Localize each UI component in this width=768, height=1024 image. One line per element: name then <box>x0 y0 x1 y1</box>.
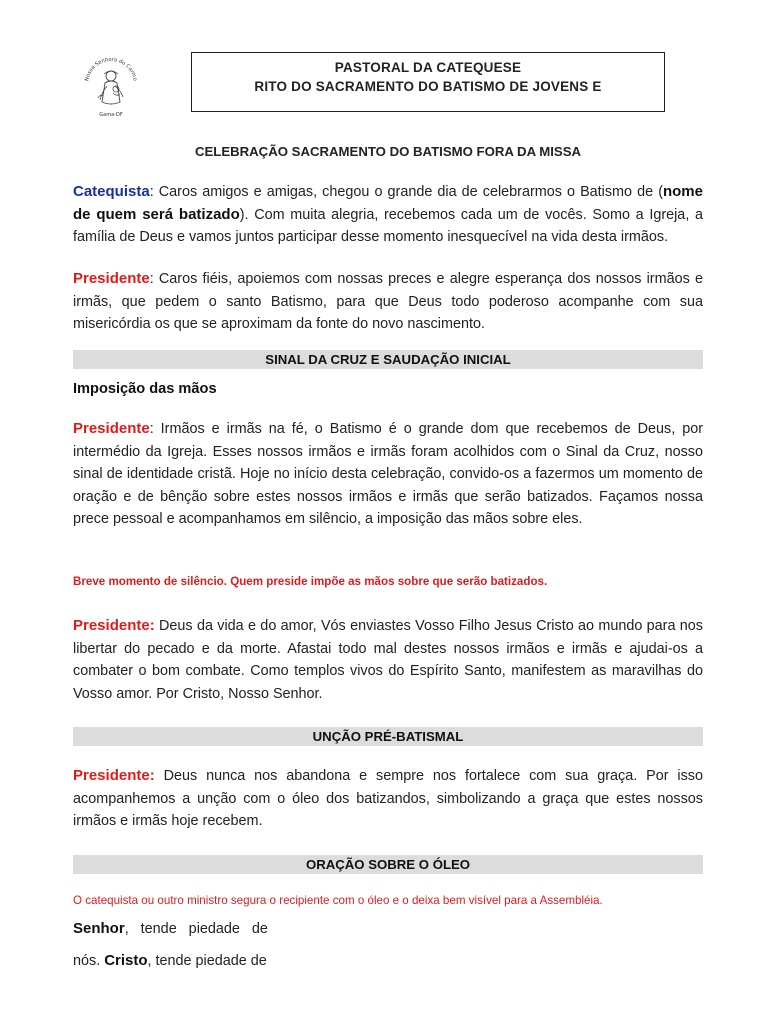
litany-text: , tende piedade de <box>147 953 267 969</box>
subtitle-imposicao: Imposição das mãos <box>73 381 217 397</box>
paragraph-text: : Irmãos e irmãs na fé, o Batismo é o grande dom que recebemos de Deus, por intermédio da Igreja. Esses nossos irmãos e irmãs foram acolhidos com o Sinal da Cruz, nosso sinal de identidade cristã. Hoje no início desta celebração, convido-os a fazermos um momento de oração e de bênção sobre estes nossos irmãos e irmãs que serão batizados. Façamos nossa prece pessoal e acompanhamos em silêncio, a imposição das mãos sobre eles. <box>73 421 703 527</box>
header-line-2: RITO DO SACRAMENTO DO BATISMO DE JOVENS E <box>254 79 602 94</box>
bold-placeholder: nome de quem será batizado <box>73 183 703 223</box>
section-heading: SINAL DA CRUZ E SAUDAÇÃO INICIAL <box>73 350 703 369</box>
document-header <box>191 52 665 112</box>
header-line-1: PASTORAL DA CATEQUESE <box>334 60 522 75</box>
madonna-emblem-icon <box>78 50 144 120</box>
document-title: CELEBRAÇÃO SACRAMENTO DO BATISMO FORA DA MISSA <box>194 144 582 159</box>
svg-text:Nossa Senhora do Carmo <box>84 57 138 82</box>
paragraph-presidente-3 <box>73 615 703 705</box>
litany-bold: Senhor <box>73 920 125 937</box>
litany-text: , tende piedade de <box>124 921 268 937</box>
litany-line-2 <box>73 952 267 969</box>
paragraph-text: : Caros amigos e amigas, chegou o grande dia de celebrarmos o Batismo de ( <box>149 184 663 200</box>
litany-text: nós. <box>73 953 105 969</box>
parish-logo <box>78 50 144 120</box>
paragraph-presidente-2 <box>73 418 703 531</box>
paragraph-text: : Caros fiéis, apoiemos com nossas preces e alegre esperança dos nossos irmãos e irmãs, que pedem o santo Batismo, para que Deus todo poderoso acompanhe com sua misericórdia os que se aproximam da fonte do novo nascimento. <box>73 271 703 332</box>
section-heading: ORAÇÃO SOBRE O ÓLEO <box>73 855 703 874</box>
speaker-label: Presidente <box>73 420 150 437</box>
speaker-label: Catequista <box>73 183 150 200</box>
paragraph-presidente-1 <box>73 268 703 336</box>
paragraph-catequista <box>73 181 703 249</box>
logo-arc-text: Nossa Senhora do Carmo <box>84 56 138 82</box>
rubric-note: O catequista ou outro ministro segura o recipiente com o óleo e o deixa bem visível para a Assembléia. <box>73 894 603 907</box>
paragraph-text: Deus da vida e do amor, Vós enviastes Vosso Filho Jesus Cristo ao mundo para nos libertar do pecado e da morte. Afastai todo mal destes nossos irmãos e irmãs e ajudai-os a combater o bom combate. Como templos vivos do Espírito Santo, manifestem as maravilhas do Vosso amor. Por Cristo, Nosso Senhor. <box>73 618 703 702</box>
litany-bold: Cristo <box>104 952 148 969</box>
speaker-label: Presidente: <box>73 767 155 784</box>
logo-city: Gama-DF <box>99 112 123 118</box>
litany-line-1 <box>73 920 268 937</box>
section-heading: UNÇÃO PRÉ-BATISMAL <box>73 727 703 746</box>
paragraph-text: Deus nunca nos abandona e sempre nos fortalece com sua graça. Por isso acompanhemos a unção com o óleo dos batizandos, simbolizando a graça que estes nossos irmãos e irmãs hoje recebem. <box>73 768 703 829</box>
rubric-note: Breve momento de silêncio. Quem preside impõe as mãos sobre que serão batizados. <box>73 575 548 588</box>
paragraph-presidente-4 <box>73 765 703 833</box>
speaker-label: Presidente <box>73 270 150 287</box>
speaker-label: Presidente: <box>73 617 155 634</box>
paragraph-text: ). Com muita alegria, recebemos cada um de vocês. Somo a Igreja, a família de Deus e vamos juntos participar desse momento inesquecível na vida desta irmãos. <box>73 206 703 245</box>
